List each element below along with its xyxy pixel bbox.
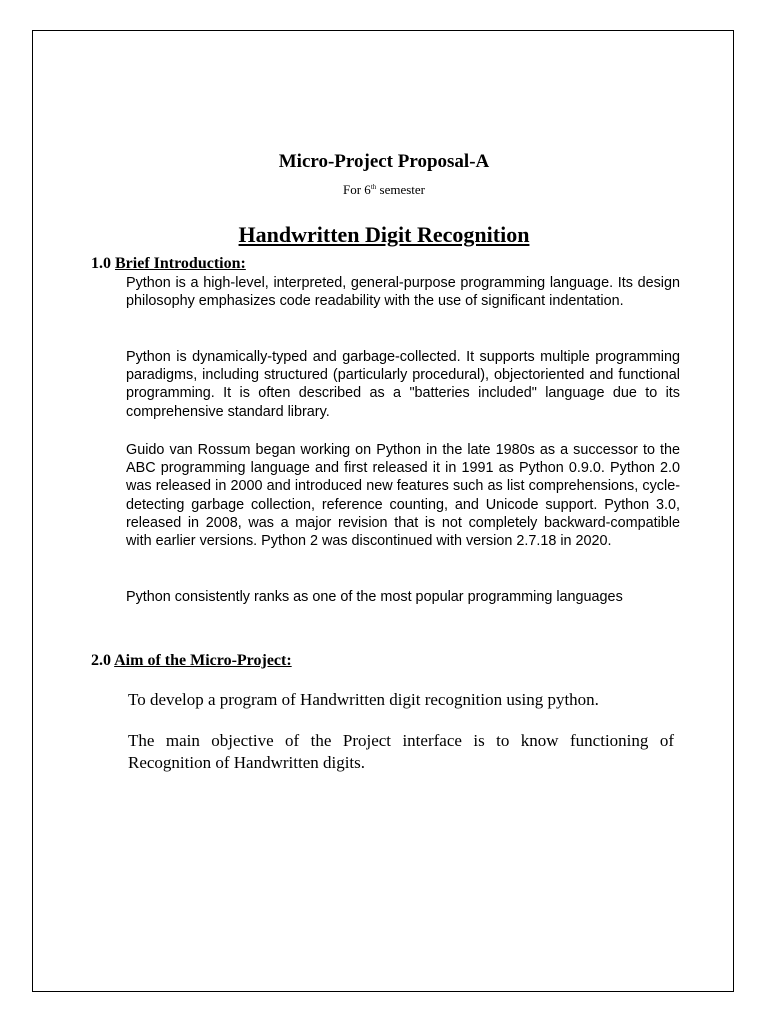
section-heading-aim [91,651,292,671]
section-number: 1.0 [91,255,111,272]
intro-paragraph-1: Python is a high-level, interpreted, general-purpose programming language. Its design philosophy emphasizes code readability with the use of significant indentation. [126,275,680,310]
subtitle-suffix: semester [376,182,425,197]
subtitle-superscript: th [370,183,377,191]
semester-subtitle [0,179,768,198]
subtitle-prefix: For 6 [343,182,371,197]
section-heading-text: Aim of the Micro-Project: [114,652,292,669]
aim-paragraph-1: To develop a program of Handwritten digit recognition using python. [128,690,599,709]
project-title: Handwritten Digit Recognition [238,222,530,247]
proposal-title: Micro-Project Proposal-A [278,151,490,172]
aim-paragraph-2: The main objective of the Project interface is to know functioning of Recognition of Handwritten digits. [128,731,674,772]
section-heading-text: Brief Introduction: [115,255,246,272]
intro-paragraph-4: Python consistently ranks as one of the most popular programming languages [126,589,623,605]
section-number: 2.0 [91,652,111,669]
section-heading-introduction [91,254,246,274]
intro-paragraph-2: Python is dynamically-typed and garbage-collected. It supports multiple programming paradigms, including structured (particularly procedural), objectoriented and functional programming. It is often described as a "batteries included" language due to its comprehensive standard library. [126,349,680,420]
intro-paragraph-3: Guido van Rossum began working on Python in the late 1980s as a successor to the ABC programming language and first released it in 1991 as Python 0.9.0. Python 2.0 was released in 2000 and introduced new features such as list comprehensions, cycle-detecting garbage collection, reference counting, and Unicode support. Python 3.0, released in 2008, was a major revision that is not completely backward-compatible with earlier versions. Python 2 was discontinued with version 2.7.18 in 2020. [126,442,680,550]
